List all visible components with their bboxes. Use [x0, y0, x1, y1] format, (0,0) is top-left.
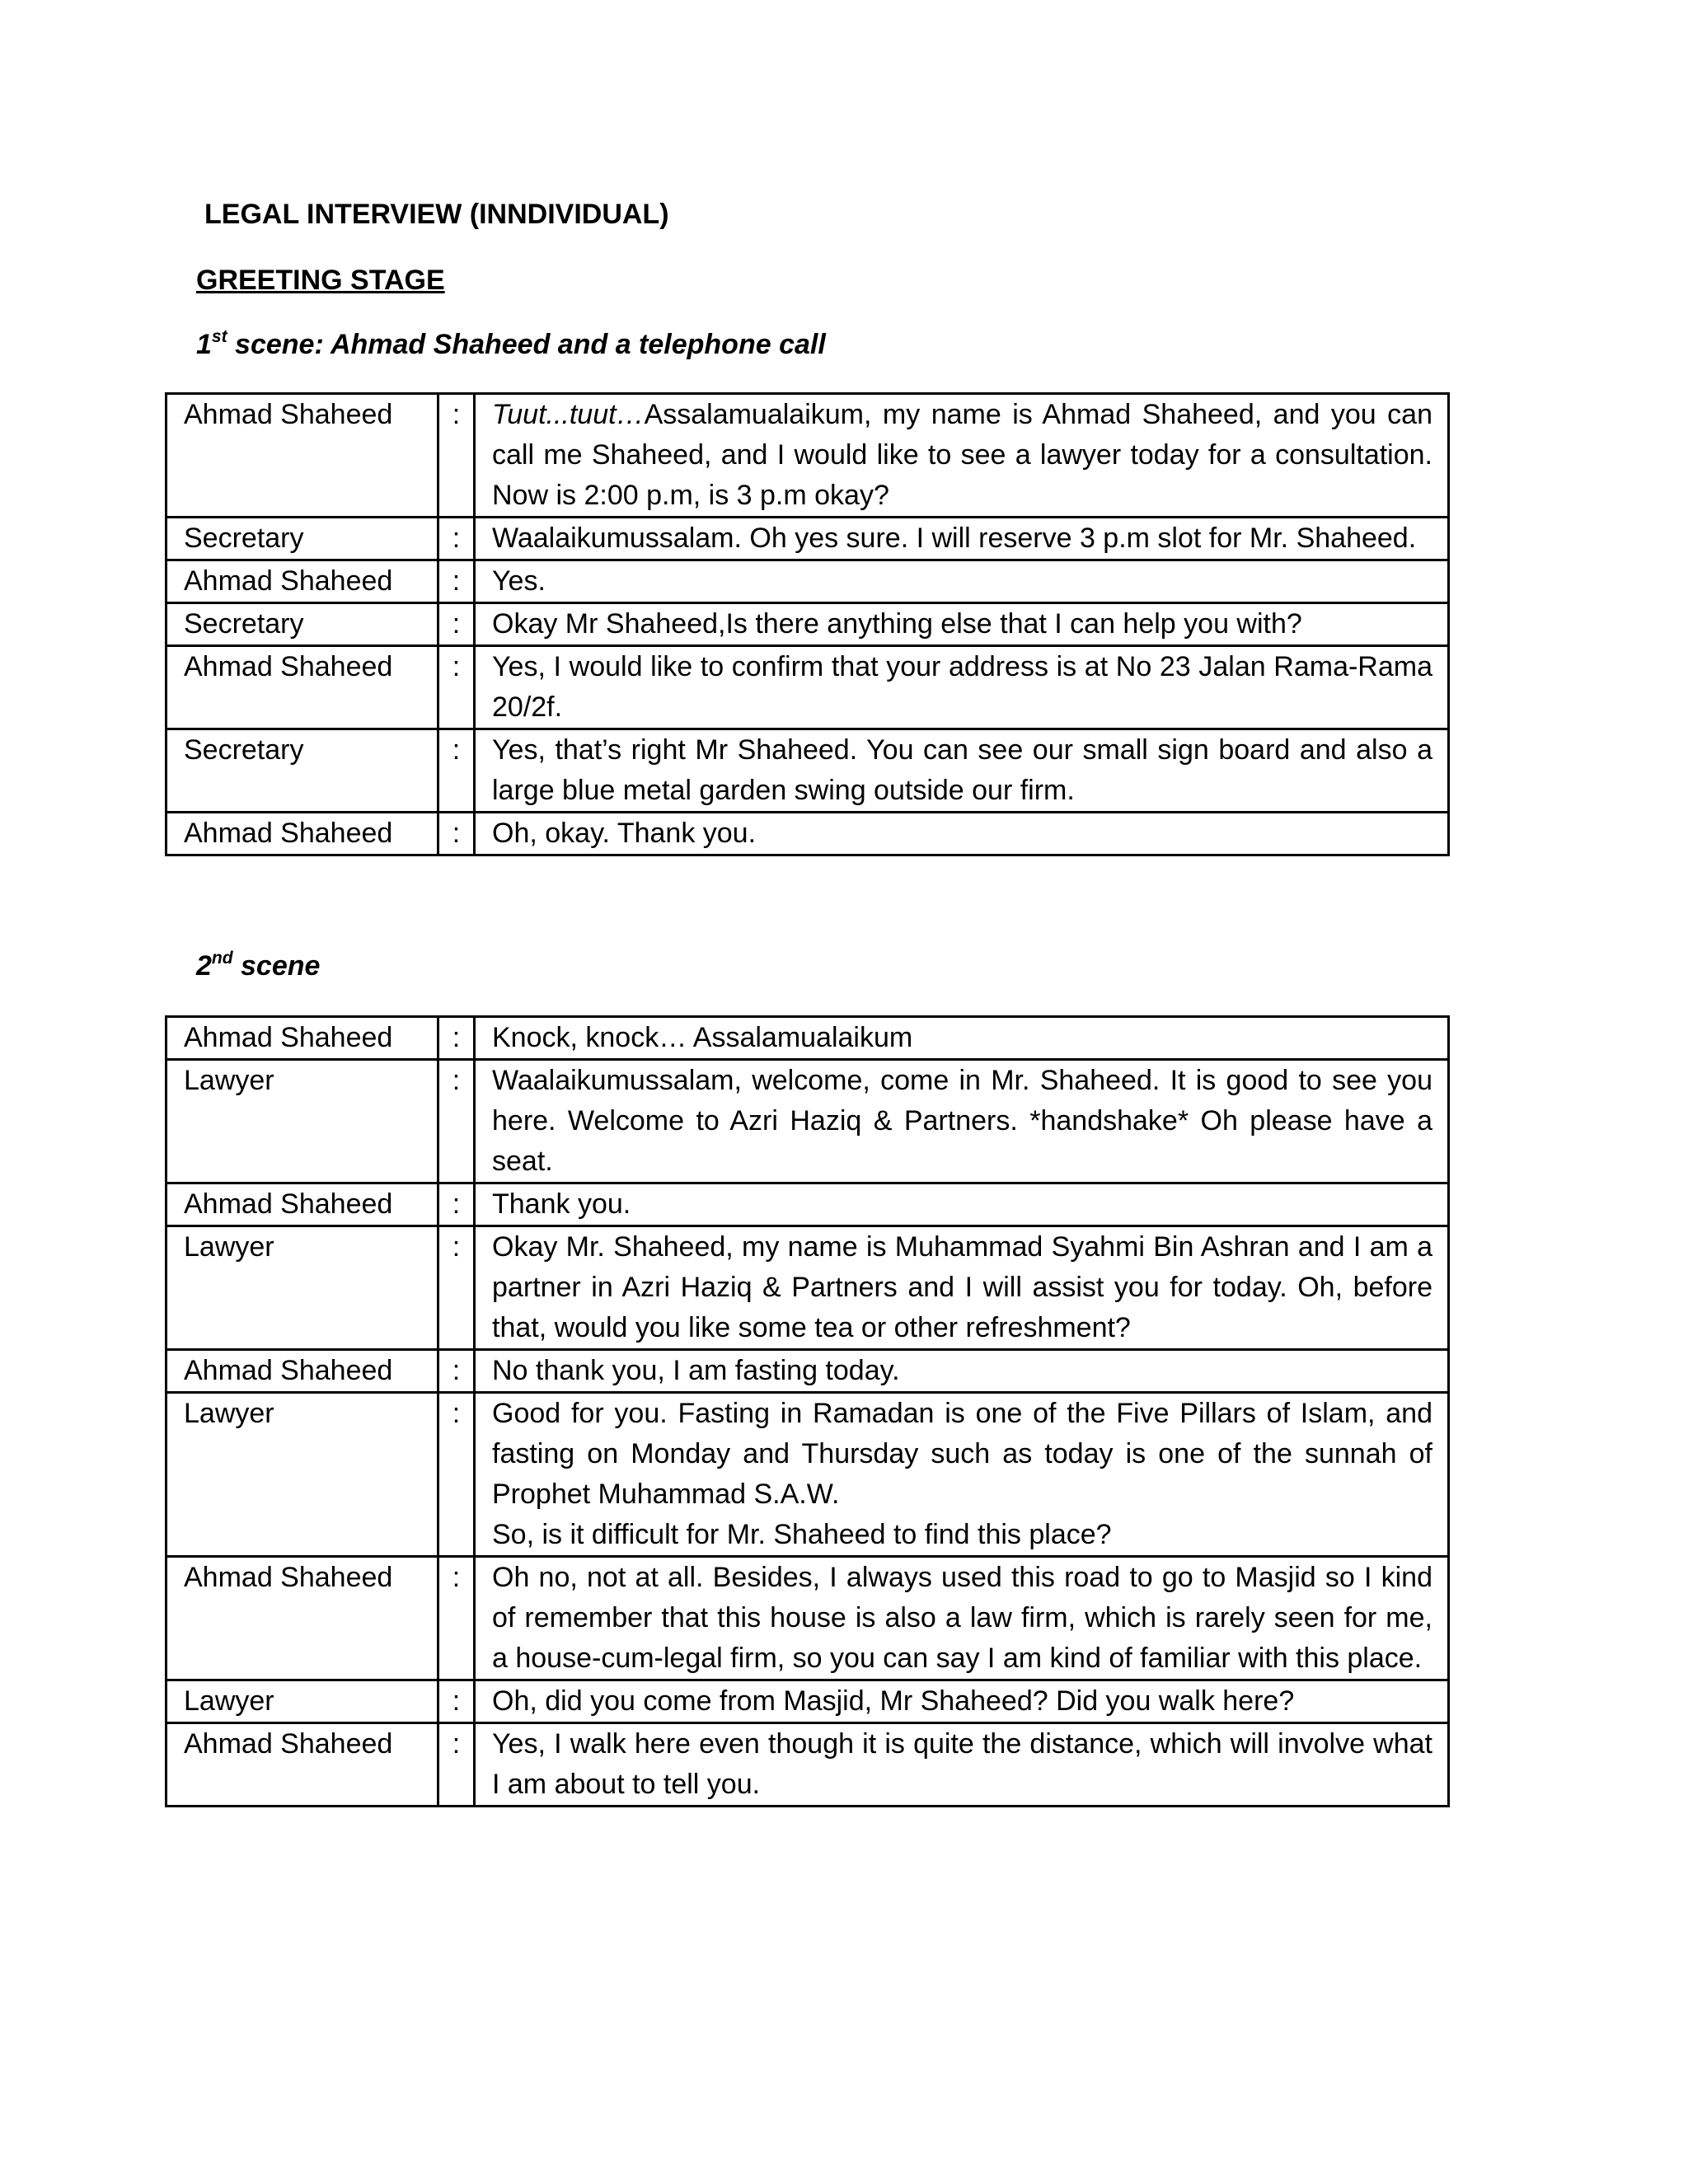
separator-cell: :: [438, 646, 475, 729]
dialogue-cell: Waalaikumussalam, welcome, come in Mr. Shaheed. It is good to see you here. Welcome to Azri Haziq & Partners. *handshake* Oh please have a seat.: [475, 1060, 1449, 1183]
speaker-cell: Secretary: [166, 603, 438, 646]
dialogue-cell: Oh no, not at all. Besides, I always used this road to go to Masjid so I kind of remember that this house is also a law firm, which is rarely seen for me, a house-cum-legal firm, so you can say I am kind of familiar with this place.: [475, 1557, 1449, 1680]
dialogue-cell: Knock, knock… Assalamualaikum: [475, 1017, 1449, 1060]
dialogue-cell: Thank you.: [475, 1183, 1449, 1226]
scene-2-heading: [196, 948, 320, 984]
table-row: [166, 1017, 1449, 1060]
dialogue-text-continued: So, is it difficult for Mr. Shaheed to find this place?: [492, 1519, 1112, 1550]
scene-1-ordinal-suffix: st: [211, 326, 227, 346]
speaker-cell: Ahmad Shaheed: [166, 1557, 438, 1680]
separator-cell: :: [438, 1226, 475, 1350]
speaker-cell: Ahmad Shaheed: [166, 1350, 438, 1393]
separator-cell: :: [438, 518, 475, 560]
separator-cell: :: [438, 813, 475, 855]
separator-cell: :: [438, 1393, 475, 1557]
separator-cell: :: [438, 1557, 475, 1680]
stage-heading: GREETING STAGE: [196, 265, 445, 296]
separator-cell: :: [438, 560, 475, 603]
table-row: [166, 1350, 1449, 1393]
separator-cell: :: [438, 1350, 475, 1393]
separator-cell: :: [438, 394, 475, 518]
table-row: [166, 729, 1449, 813]
dialogue-cell: Yes, I would like to confirm that your address is at No 23 Jalan Rama-Rama 20/2f.: [475, 646, 1449, 729]
speaker-cell: Secretary: [166, 729, 438, 813]
scene-2-number: 2: [196, 950, 212, 982]
dialogue-text: Assalamualaikum, my name is Ahmad Shaheed, and you can call me Shaheed, and I would like to see a lawyer today for a consultation. Now is 2:00 p.m, is 3 p.m okay?: [492, 399, 1432, 511]
speaker-cell: Ahmad Shaheed: [166, 394, 438, 518]
scene-1-dialogue-table: [165, 392, 1450, 856]
table-row: [166, 394, 1449, 518]
dialogue-cell: [475, 1393, 1449, 1557]
table-row: [166, 646, 1449, 729]
dialogue-cell: Oh, did you come from Masjid, Mr Shaheed? Did you walk here?: [475, 1680, 1449, 1723]
separator-cell: :: [438, 1723, 475, 1807]
speaker-cell: Lawyer: [166, 1393, 438, 1557]
separator-cell: :: [438, 603, 475, 646]
speaker-cell: Ahmad Shaheed: [166, 1723, 438, 1807]
dialogue-cell: Okay Mr Shaheed,Is there anything else that I can help you with?: [475, 603, 1449, 646]
scene-2-ordinal-suffix: nd: [211, 948, 233, 968]
dialogue-italic-lead: Tuut...tuut…: [492, 399, 645, 430]
scene-1-heading: [196, 326, 826, 363]
dialogue-cell: Yes, that’s right Mr Shaheed. You can see our small sign board and also a large blue metal garden swing outside our firm.: [475, 729, 1449, 813]
separator-cell: :: [438, 1060, 475, 1183]
speaker-cell: Ahmad Shaheed: [166, 1183, 438, 1226]
separator-cell: :: [438, 1680, 475, 1723]
dialogue-cell: Yes.: [475, 560, 1449, 603]
document-title: LEGAL INTERVIEW (INNDIVIDUAL): [204, 199, 669, 230]
dialogue-cell: Oh, okay. Thank you.: [475, 813, 1449, 855]
speaker-cell: Ahmad Shaheed: [166, 560, 438, 603]
dialogue-cell: Waalaikumussalam. Oh yes sure. I will reserve 3 p.m slot for Mr. Shaheed.: [475, 518, 1449, 560]
speaker-cell: Secretary: [166, 518, 438, 560]
table-row: [166, 603, 1449, 646]
table-row: [166, 1183, 1449, 1226]
dialogue-cell: Yes, I walk here even though it is quite the distance, which will involve what I am about to tell you.: [475, 1723, 1449, 1807]
table-row: [166, 1680, 1449, 1723]
scene-1-heading-text: scene: Ahmad Shaheed and a telephone call: [227, 329, 826, 360]
table-row: [166, 560, 1449, 603]
table-row: [166, 1393, 1449, 1557]
dialogue-cell: [475, 394, 1449, 518]
speaker-cell: Ahmad Shaheed: [166, 1017, 438, 1060]
dialogue-text: Good for you. Fasting in Ramadan is one of the Five Pillars of Islam, and fasting on Monday and Thursday such as today is one of the sunnah of Prophet Muhammad S.A.W.: [492, 1398, 1432, 1510]
table-row: [166, 1557, 1449, 1680]
speaker-cell: Lawyer: [166, 1060, 438, 1183]
table-row: [166, 813, 1449, 855]
table-row: [166, 1226, 1449, 1350]
speaker-cell: Lawyer: [166, 1226, 438, 1350]
scene-1-number: 1: [196, 329, 212, 360]
scene-2-heading-text: scene: [232, 950, 321, 982]
separator-cell: :: [438, 1017, 475, 1060]
table-row: [166, 518, 1449, 560]
separator-cell: :: [438, 729, 475, 813]
speaker-cell: Ahmad Shaheed: [166, 813, 438, 855]
scene-2-dialogue-table: [165, 1015, 1450, 1807]
dialogue-cell: Okay Mr. Shaheed, my name is Muhammad Syahmi Bin Ashran and I am a partner in Azri Haziq & Partners and I will assist you for today. Oh, before that, would you like some tea or other refreshment?: [475, 1226, 1449, 1350]
separator-cell: :: [438, 1183, 475, 1226]
table-row: [166, 1723, 1449, 1807]
table-row: [166, 1060, 1449, 1183]
dialogue-cell: No thank you, I am fasting today.: [475, 1350, 1449, 1393]
speaker-cell: Ahmad Shaheed: [166, 646, 438, 729]
speaker-cell: Lawyer: [166, 1680, 438, 1723]
